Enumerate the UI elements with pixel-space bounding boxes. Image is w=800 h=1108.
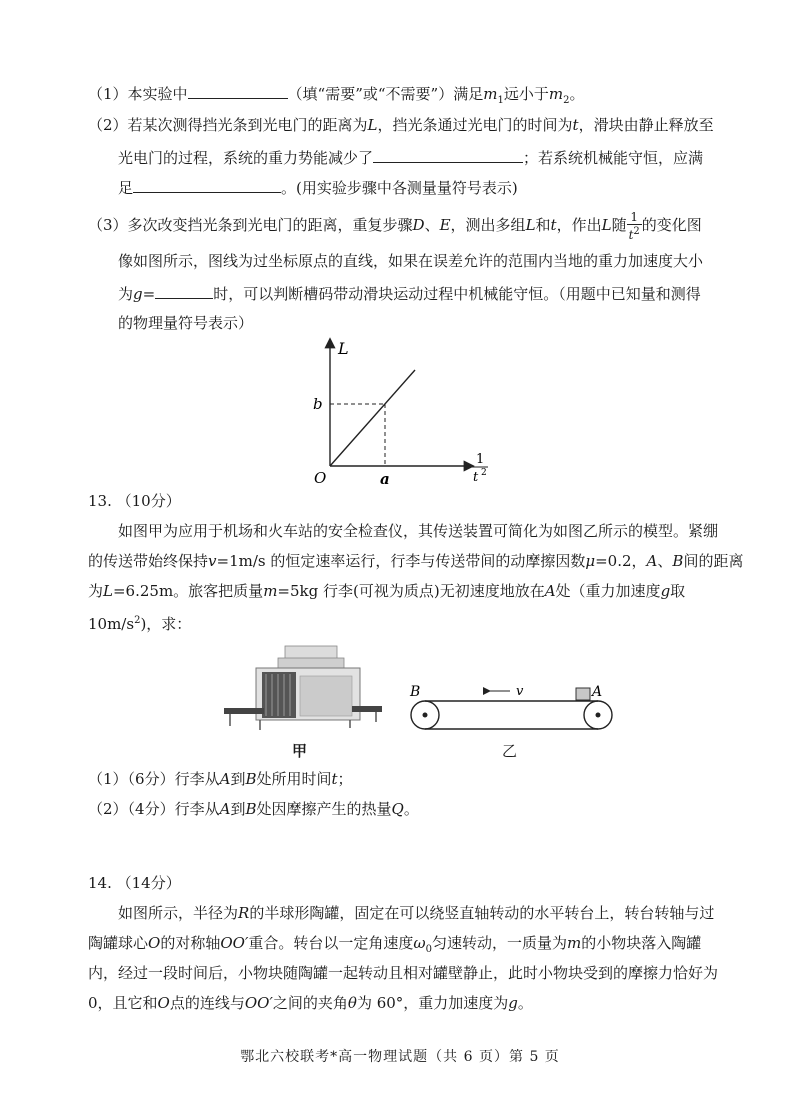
proportional-line: [330, 370, 415, 466]
x-axis-label-den: t: [473, 470, 479, 485]
q14-header: 14. （14分）: [88, 874, 181, 892]
q12-part2-line2: 光电门的过程，系统的重力势能减少了 ；若系统机械能守恒，应满: [118, 146, 703, 169]
q13-line1: 如图甲为应用于机场和火车站的安全检查仪，其传送装置可简化为如图乙所示的模型。紧绷: [118, 522, 719, 540]
l-vs-inverse-t2-graph: [300, 330, 500, 490]
answer-blank-4: [155, 282, 213, 299]
security-scanner-figure: [220, 642, 385, 737]
figure-jia-label: 甲: [292, 742, 308, 760]
b-label: b: [313, 395, 323, 413]
q13-sub2: （2）（4分）行李从A到B处因摩擦产生的热量Q。: [88, 800, 419, 818]
q14-line4: 0，且它和O点的连线与OO′之间的夹角θ为 60°，重力加速度为g。: [88, 994, 533, 1012]
figure-yi-label: 乙: [502, 742, 518, 760]
q14-line3: 内，经过一段时间后，小物块随陶罐一起转动且相对罐壁静止，此时小物块受到的摩擦力恰好为: [88, 964, 719, 982]
q12-part3-line4: 的物理量符号表示）: [118, 314, 254, 332]
a-label: a: [380, 470, 390, 488]
belt-v-label: v: [516, 684, 524, 699]
q13-line3: 为L=6.25m。旅客把质量m=5kg 行李(可视为质点)无初速度地放在A处（重力加速度g取: [88, 582, 686, 600]
q12-part2-line3: 足 。(用实验步骤中各测量量符号表示): [118, 176, 518, 199]
belt-b-label: B: [410, 684, 421, 700]
conveyor-belt-figure: [400, 672, 615, 742]
origin-label: O: [314, 469, 327, 487]
q13-line4: $10m/s^2$)，求：: [88, 615, 192, 633]
q14-line2: 陶罐球心O的对称轴OO′重合。转台以一定角速度$\omega_0$匀速转动，一质量为m的小物块落入陶罐: [88, 934, 702, 955]
q14-line1: 如图所示，半径为R的半球形陶罐，固定在可以绕竖直轴转动的水平转台上，转台转轴与过: [118, 904, 715, 922]
x-axis-label-den-sup: 2: [481, 468, 487, 478]
q12-part3-line1: （3）多次改变挡光条到光电门的距离，重复步骤D、E，测出多组L和t，作出L随 $\frac{1}{t^2}$ 的变化图: [88, 209, 702, 242]
q12-part2-line1: （2）若某次测得挡光条到光电门的距离为L，挡光条通过光电门的时间为t，滑块由静止释放至: [88, 116, 714, 134]
luggage-block: [576, 688, 590, 700]
q12-part3-line2: 像如图所示，图线为过坐标原点的直线，如果在误差允许的范围内当地的重力加速度大小: [118, 252, 704, 270]
q13-sub1: （1）（6分）行李从A到B处所用时间t；: [88, 770, 353, 788]
x-axis-label-num: 1: [476, 452, 485, 467]
q12-part3-line3: 为g= 时，可以判断槽码带动滑块运动过程中机械能守恒。（用题中已知量和测得: [118, 282, 701, 305]
q13-line2: 的传送带始终保持v=1m/s 的恒定速率运行，行李与传送带间的动摩擦因数μ=0.2，A、B间的距离: [88, 552, 744, 570]
answer-blank-3: [133, 176, 281, 193]
answer-blank-1: [188, 82, 288, 99]
q12-part1: （1）本实验中 （填“需要”或“不需要”）满足$m_1$远小于$m_2$。: [88, 82, 584, 112]
y-axis-label: L: [338, 339, 349, 358]
one-over-t-squared: $\frac{1}{t^2}$: [628, 209, 640, 242]
q13-header: 13. （10分）: [88, 492, 181, 510]
page-footer: 鄂北六校联考*高一物理试题（共 6 页）第 5 页: [240, 1049, 560, 1065]
answer-blank-2: [373, 146, 523, 163]
belt-a-label: A: [592, 684, 603, 700]
